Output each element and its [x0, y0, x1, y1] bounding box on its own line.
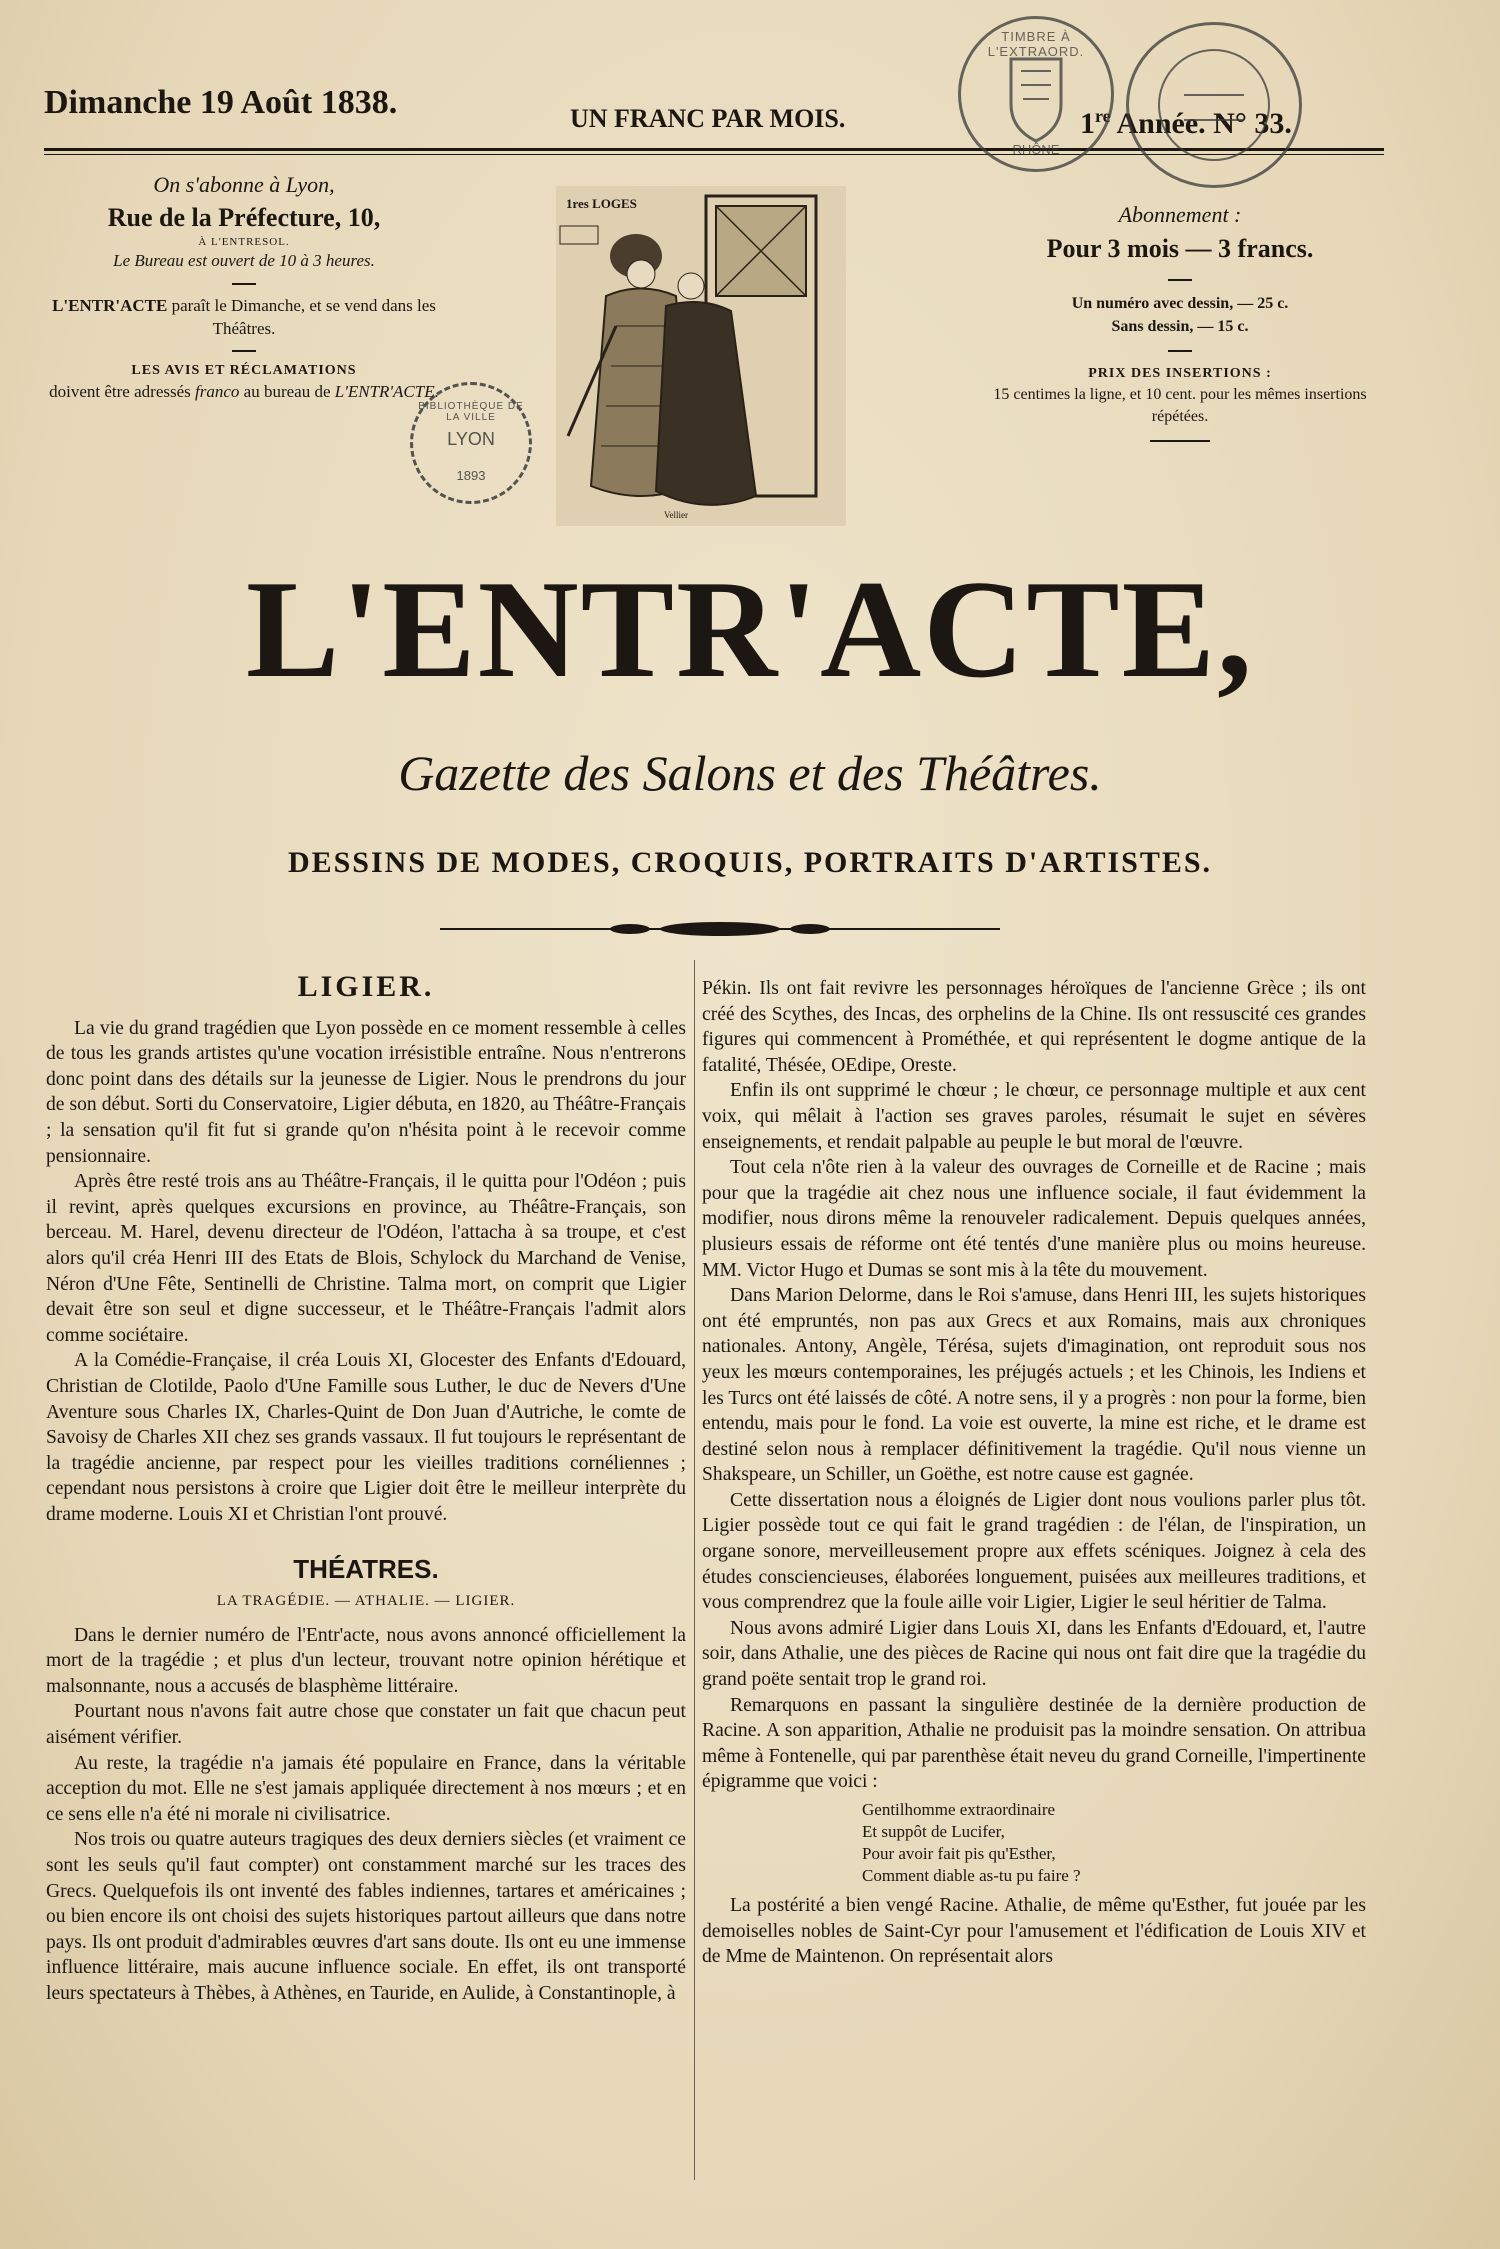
postmark-icon	[1129, 25, 1299, 185]
divider	[1168, 350, 1192, 352]
notices-title: LES AVIS ET RÉCLAMATIONS	[131, 363, 357, 379]
left-column	[46, 970, 686, 2007]
theatres-paragraph-11: Remarquons en passant la singulière destinée de la dernière production de Racine. A son apparition, Athalie ne produisit pas la moindre sensation. On attribua même à Fontenelle, qui par parenthèse était neveu du grand Corneille, l'impertinente épigramme que voici :	[702, 1694, 1366, 1793]
divider	[1168, 279, 1192, 281]
theatres-paragraph-9: Cette dissertation nous a éloignés de Ligier dont nous voulions parler plus tôt. Ligier possède tout ce qui fait le grand tragédien : de l'élan, de l'inspiration, un organe sonore, merveilleusement propre aux effets scéniques. Joignez à cela des études consciencieuses, élaborées longuement, puisées aux meilleures traditions, et vous comprendrez que la foule aille voir Ligier, Ligier le seul héritier de Talma.	[702, 1489, 1366, 1614]
issue-date: Dimanche 19 Août 1838.	[44, 84, 398, 121]
verse-line-2: Et suppôt de Lucifer,	[862, 1822, 1005, 1841]
theatres-paragraph-6: Enfin ils ont supprimé le chœur ; le chœur, ce personnage multiple et aux cent voix, qui mêlait à l'action ses graves paroles, résumait le sujet en sévères enseignements, et rendait palpable au peuple le but moral de l'œuvre.	[702, 1080, 1366, 1153]
office-floor: À L'ENTRESOL.	[198, 235, 290, 248]
theatres-paragraph-4: Nos trois ou quatre auteurs tragiques des deux derniers siècles (et vraiment ce sont les seuls qu'il faut compter) ont constamment marché sur les traces des Grecs. Quelquefois ils ont inventé des fables indiennes, tartares et américaines ; ou bien encore ils ont choisi des sujets historiques partout ailleurs que dans notre pays. Ils ont produit d'admirables œuvres d'art sans doute. Ils ont eu une immense influence littéraire, mais aucune influence sociale. En effet, ils ont transporté leurs spectateurs à Thèbes, à Athènes, en Tauride, en Aulide, à Constantinople, à	[46, 1829, 686, 2004]
library-stamp-city: LYON	[447, 429, 495, 449]
masthead-title: L'ENTR'ACTE,	[245, 552, 1255, 707]
theatres-paragraph-3: Au reste, la tragédie n'a jamais été populaire en France, dans la véritable acception du mot. Elle ne s'est jamais appliquée directement à nos mœurs ; et en ce sens elle n'a été ni morale ni civilisatrice.	[46, 1752, 686, 1825]
masthead-subtitle: Gazette des Salons et des Théâtres.	[398, 745, 1102, 801]
article-title-ligier: LIGIER.	[297, 970, 435, 1003]
verse-line-1: Gentilhomme extraordinaire	[862, 1800, 1056, 1819]
theatres-paragraph-2: Pourtant nous n'avons fait autre chose que constater un fait que chacun peut aisément vérifier.	[46, 1701, 686, 1749]
issue-year: 1	[1080, 107, 1095, 140]
office-hours: Le Bureau est ouvert de 10 à 3 heures.	[113, 250, 375, 270]
notices-text-1: doivent être adressés	[49, 382, 191, 402]
insertions-title: PRIX DES INSERTIONS :	[1088, 365, 1272, 381]
notices-franco: franco	[195, 382, 240, 402]
divider	[1150, 440, 1210, 442]
article-subtitle-theatres: LA TRAGÉDIE. — ATHALIE. — LIGIER.	[216, 1593, 516, 1610]
ligier-paragraph-3: A la Comédie-Française, il créa Louis XI, Glocester des Enfants d'Edouard, Christian de Clotilde, Paolo d'Une Famille sous Luther, le duc de Nevers d'Une Aventure sous Charles IX, Charles-Quint de Don Juan d'Autriche, le comte de Savoisy de Charles XII chez ses grands vassaux. Il fut toujours le représentant de la tragédie ancienne, par respect pour les vieilles traditions cornéliennes ; cependant nous persistons à croire que Ligier doit être le meilleur interprète du drame moderne. Louis XI et Christian l'ont prouvé.	[46, 1350, 686, 1525]
verse-line-4: Comment diable as-tu pu faire ?	[862, 1866, 1081, 1885]
subscription-price-header: UN FRANC PAR MOIS.	[570, 104, 846, 133]
article-title-theatres: THÉATRES.	[293, 1554, 439, 1585]
theatres-paragraph-7: Tout cela n'ôte rien à la valeur des ouvrages de Corneille et de Racine ; mais pour que la tragédie ait chez nous une influence sociale, il faut évidemment la modifier, nous dirons même la renouveler radicalement. Depuis quelques années, plusieurs essais de réforme ont été tentés d'une manière plus ou moins heureuse. MM. Victor Hugo et Dumas se sont mis à la tête du mouvement.	[702, 1157, 1366, 1281]
publication-note	[44, 295, 444, 341]
ornament-divider	[440, 918, 1000, 940]
insertions-text: 15 centimes la ligne, et 10 cent. pour les mêmes insertions répétées.	[993, 385, 1367, 425]
divider	[232, 283, 256, 285]
notices-text	[44, 381, 444, 404]
price-without-drawing: Sans dessin, — 15 c.	[1111, 317, 1249, 335]
theatres-paragraph-1: Dans le dernier numéro de l'Entr'acte, nous avons annoncé officiellement la mort de la tragédie ; et plus d'un lecteur, trouvant notre opinion hérétique et malsonnante, nous a accusés de blasphème littéraire.	[46, 1624, 686, 1697]
timbre-stamp-region: RHÔNE	[1012, 142, 1060, 157]
theatres-paragraph-10: Nous avons admiré Ligier dans Louis XI, dans les Enfants d'Edouard, et, l'autre soir, dans Athalie, une des pièces de Racine qui nous ont fait dire que la tragédie du grand poëte sentait trop le grand roi.	[702, 1617, 1366, 1691]
theatres-paragraph-12: La postérité a bien vengé Racine. Athalie, de même qu'Esther, fut jouée par les demoiselles nobles de Saint-Cyr pour l'amusement et l'édification de Louis XIV et de Mme de Maintenon. On représentait alors	[702, 1895, 1366, 1968]
masthead-tagline: DESSINS DE MODES, CROQUIS, PORTRAITS D'ARTISTES.	[287, 846, 1213, 879]
ligier-paragraph-1: La vie du grand tragédien que Lyon possède en ce moment ressemble à celles de tous les grands artistes qu'une vocation irrésistible entraîne. Nous n'entrerons donc point dans des détails sur la jeunesse de Ligier. Nous le prendrons du jour de son début. Sorti du Conservatoire, Ligier débuta, en 1820, au Théâtre-Français ; la sensation qu'il fit fut si grande qu'on n'hésita point à le recevoir comme pensionnaire.	[46, 1017, 686, 1167]
theatres-paragraph-8: Dans Marion Delorme, dans le Roi s'amuse, dans Henri III, les sujets historiques ont été empruntés, non pas aux Grecs et aux Romains, mais aux chroniques nationales. Antony, Angèle, Térésa, sujets d'imagination, ont reproduit sous nos yeux les mœurs contemporaines, les préjugés actuels ; et les Chinois, les Indiens et les Turcs ont été laissés de côté. A notre sens, il y a progrès : non pour la forme, bien entendu, mais pour le fond. La voie est ouverte, la mine est riche, et le drame est destiné selon nous à remplacer définitivement la tragédie. Qu'il nous vienne un Shakspeare, un Schiller, un Goëthe, est notre cause est gagnée.	[702, 1285, 1366, 1486]
engraving-sign: 1res LOGES	[566, 196, 637, 211]
subscription-label: Abonnement :	[1118, 202, 1242, 227]
divider	[232, 350, 256, 352]
theatres-paragraph-5: Pékin. Ils ont fait revivre les personnages héroïques de l'ancienne Grèce ; ils ont créé des Scythes, des Incas, des orphelins de la Chine. Ils ont ressuscité ces grandes figures qui commencent à Prométhée, et qui représentent le dogme antique de la fatalité, Thésée, OEdipe, Oreste.	[702, 978, 1366, 1076]
timbre-stamp	[958, 16, 1114, 172]
ligier-paragraph-2: Après être resté trois ans au Théâtre-Français, il le quitta pour l'Odéon ; puis il revint, après quelques excursions en province, au Théâtre-Français, son berceau. M. Harel, devenu directeur de l'Odéon, l'attacha à sa troupe, et c'est alors qu'il créa Henri III des Etats de Blois, Schylock du Marchand de Venise, Néron d'Une Fête, Sentinelli de Christine. Talma mort, on comprit que Ligier devait être son seul et digne successeur, et le Théâtre-Français l'admit alors comme sociétaire.	[46, 1171, 686, 1346]
engraving-caption: Vellier	[664, 510, 688, 520]
epigram-verse	[862, 1799, 1366, 1887]
subscribe-line: On s'abonne à Lyon,	[153, 172, 335, 197]
subscription-info-left	[44, 170, 444, 404]
verse-line-3: Pour avoir fait pis qu'Esther,	[862, 1844, 1056, 1863]
issue-year-sup: re	[1095, 106, 1111, 126]
price-with-drawing: Un numéro avec dessin, — 25 c.	[1071, 295, 1289, 313]
subscription-info-right	[980, 200, 1380, 454]
subscription-price: Pour 3 mois — 3 francs.	[1046, 233, 1314, 263]
issue-rest: Année. N° 33.	[1110, 107, 1292, 140]
engraving-illustration	[556, 186, 846, 526]
publication-name: L'ENTR'ACTE	[52, 295, 168, 315]
timbre-stamp-text: TIMBRE À L'EXTRAORD.	[987, 29, 1085, 59]
publication-text: paraît le Dimanche, et se vend dans les Théâtres.	[171, 295, 436, 338]
right-column	[702, 976, 1366, 1970]
library-stamp-name: BIBLIOTHÈQUE DE LA VILLE	[418, 401, 524, 423]
library-stamp-year: 1893	[456, 468, 486, 483]
office-address: Rue de la Préfecture, 10,	[107, 202, 381, 232]
notices-journal: L'ENTR'ACTE.	[334, 382, 439, 402]
column-divider	[694, 960, 695, 2180]
notices-text-2: au bureau de	[243, 382, 331, 402]
second-stamp	[1126, 22, 1302, 188]
